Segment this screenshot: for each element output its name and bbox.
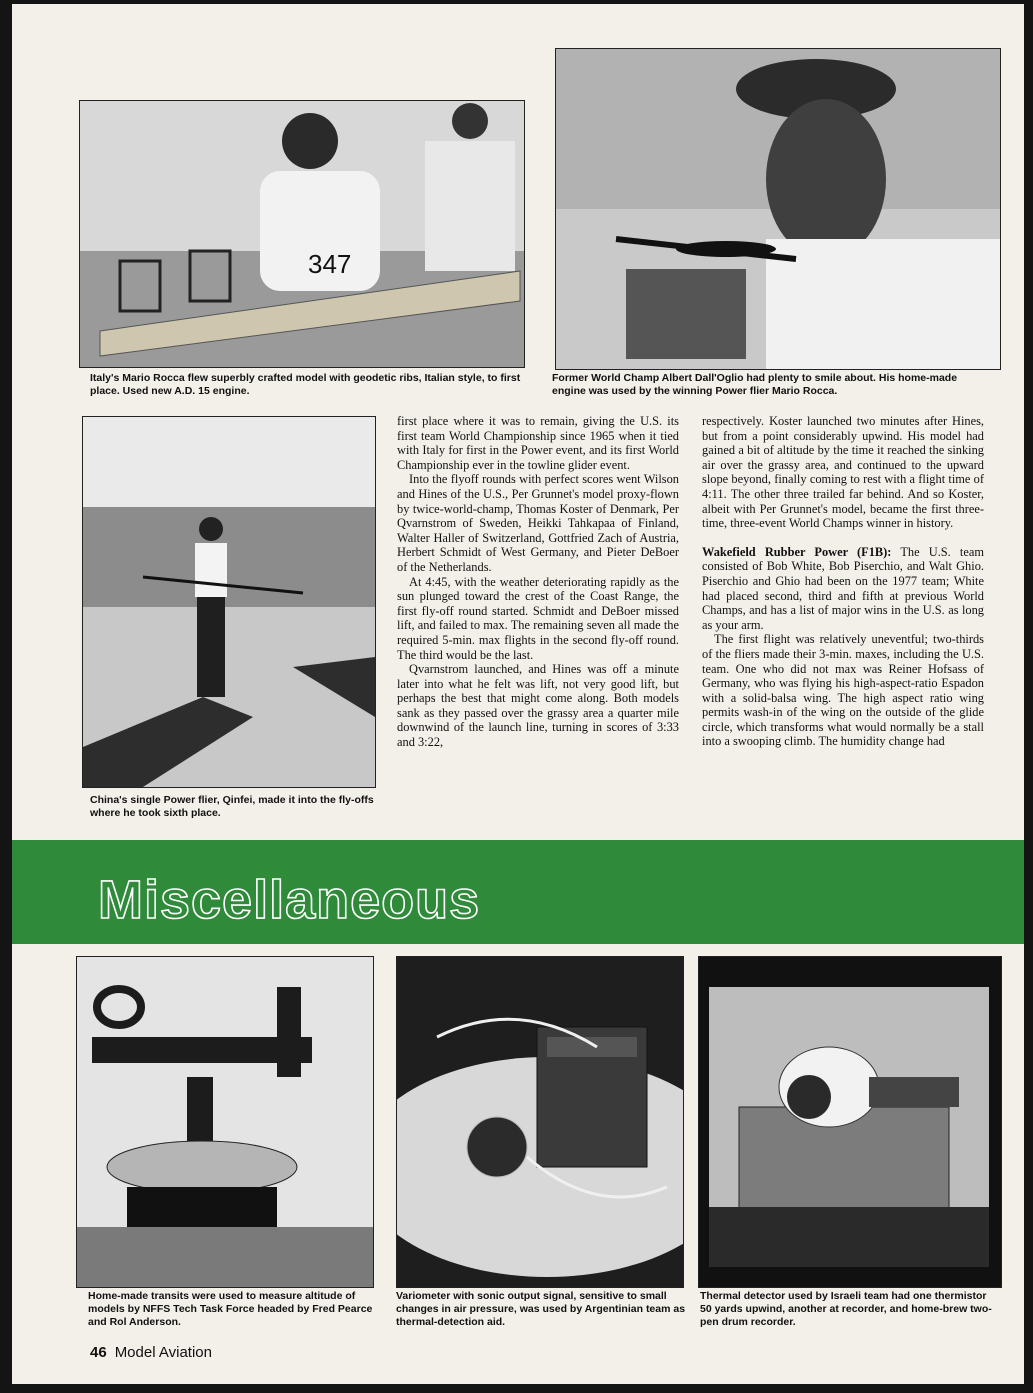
photo-mario-rocca (79, 100, 525, 368)
section-title: Miscellaneous (98, 870, 481, 930)
article-paragraph: At 4:45, with the weather deteriorating rapidly as the sun plunged toward the crest of the Coast Range, the first fly-off round started. Schmidt and DeBoer missed lift, and failed to max. The remaining seven all made the required 5-min. max flights in the second fly-off round. The third would be the last. (397, 574, 679, 662)
article-column-1 (397, 414, 679, 750)
photo-variometer (396, 956, 684, 1288)
wakefield-paragraph (702, 545, 984, 633)
photo-transit (76, 956, 374, 1288)
wakefield-heading: Wakefield Rubber Power (F1B): (702, 544, 892, 559)
photo-thermal-detector (698, 956, 1002, 1288)
article-paragraph: Qvarnstrom launched, and Hines was off a minute later into what he felt was lift, not very good lift, but perhaps the best that might come along. Both models sank as they passed over the grassy area a quarter mile downwind of the launch line, turning in scores of 3:33 and 3:22, (397, 662, 679, 750)
page-number: 46 (90, 1344, 107, 1361)
magazine-name: Model Aviation (114, 1344, 212, 1361)
article-paragraph: Into the flyoff rounds with perfect scores went Wilson and Hines of the U.S., Per Grunnet's model proxy-flown by twice-world-champ, Thomas Koster of Denmark, Per Qvarnstrom of Sweden, Heikki Tahkapaa of Finland, Walter Haller of Switzerland, Gottfried Zach of Austria, Herbert Schmidt of West Germany, and Pieter DeBoer of the Netherlands. (397, 472, 679, 574)
caption-variometer: Variometer with sonic output signal, sensitive to small changes in air pressure, was used by Argentinian team as thermal-detection aid. (396, 1290, 686, 1328)
article-column-2 (702, 414, 984, 749)
caption-dall-oglio: Former World Champ Albert Dall'Oglio had plenty to smile about. His home-made engine was used by the winning Power flier Mario Rocca. (552, 372, 958, 397)
caption-thermal: Thermal detector used by Israeli team had one thermistor 50 yards upwind, another at recorder, and home-brew two-pen drum recorder. (700, 1290, 992, 1328)
page-footer (90, 1344, 212, 1361)
wakefield-text: The U.S. team consisted of Bob White, Bob Piserchio, and Walt Ghio. Piserchio and Ghio had been on the 1977 team; White had placed second, third and fifth at previous World Champs, and has a list of major wins in the U.S. as long as your arm. (702, 544, 985, 632)
magazine-page (12, 4, 1024, 1384)
rocca-bib-number: 347 (308, 249, 352, 279)
photo-transit-art (77, 957, 373, 1287)
article-paragraph: first place where it was to remain, giving the U.S. its first team World Championship since 1965 when it tied with Italy for first in the Power event, and its first World Championship ever in the towline glider event. (397, 414, 679, 472)
photo-thermal-art (699, 957, 1001, 1287)
photo-qinfei-art (83, 417, 375, 787)
caption-transit: Home-made transits were used to measure altitude of models by NFFS Tech Task Force headed by Fred Pearce and Rol Anderson. (88, 1290, 373, 1328)
caption-rocca: Italy's Mario Rocca flew superbly crafted model with geodetic ribs, Italian style, to first place. Used new A.D. 15 engine. (90, 372, 521, 397)
photo-dall-oglio (555, 48, 1001, 370)
article-paragraph: The first flight was relatively uneventful; two-thirds of the fliers made their 3-min. maxes, including the U.S. team. One who did not max was Reiner Hofsass of Germany, who was flying his high-aspect-ratio Espadon with a solid-balsa wing. The high aspect ratio wing permits wash-in of the wing on the outside of the glide circle, which transforms what would normally be a stall into a swooping climb. The humidity change had (702, 632, 984, 749)
photo-rocca-art (80, 101, 524, 367)
photo-dalloglio-art (556, 49, 1000, 369)
photo-qinfei (82, 416, 376, 788)
section-band (12, 840, 1024, 944)
photo-variometer-art (397, 957, 683, 1287)
article-paragraph: respectively. Koster launched two minutes after Hines, but from a point considerably upwind. His model had gained a bit of altitude by the time it reached the sinking air over the grassy area, and continued to the upward slope beyond, finally coming to rest with a flight time of 4:11. The other three trailed far behind. And so Koster, albeit with Per Grunnet's model, became the first three-time, three-event World Champs winner in history. (702, 414, 984, 531)
caption-qinfei: China's single Power flier, Qinfei, made it into the fly-offs where he took sixth place. (90, 794, 374, 819)
